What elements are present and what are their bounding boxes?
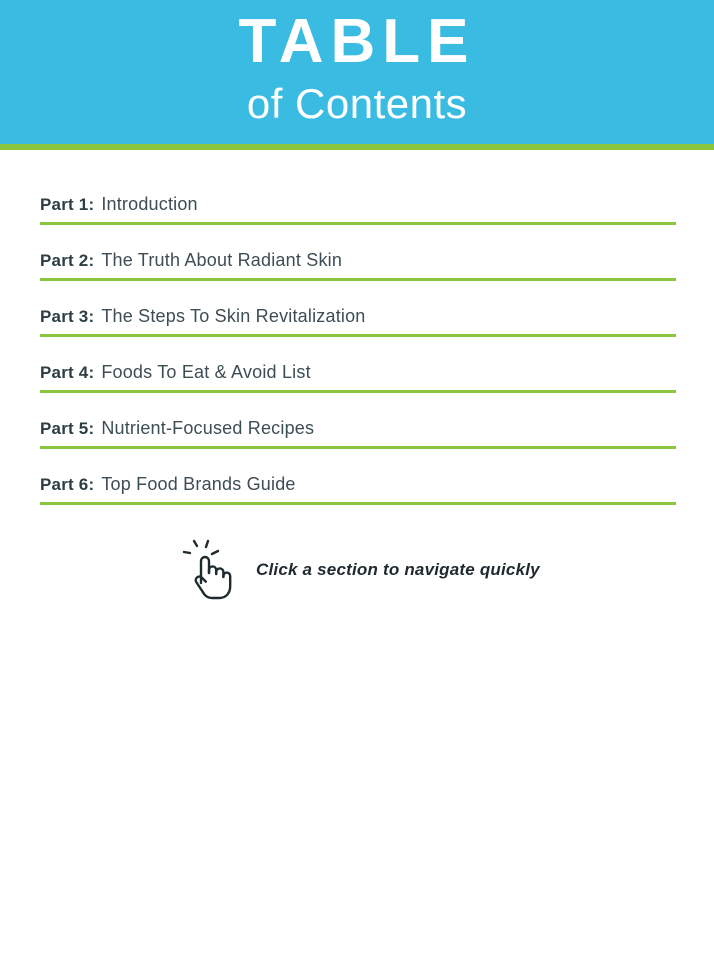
navigation-hint xyxy=(40,535,674,605)
toc-list xyxy=(0,150,714,605)
toc-part-number: Part 2: xyxy=(40,251,95,270)
toc-entry-part-4[interactable] xyxy=(40,362,676,393)
toc-entry-part-2[interactable] xyxy=(40,250,676,281)
toc-entry-line xyxy=(40,418,676,439)
toc-entry-part-5[interactable] xyxy=(40,418,676,449)
toc-entry-title: The Steps To Skin Revitalization xyxy=(101,306,366,326)
toc-entry-line xyxy=(40,306,676,327)
navigation-hint-text: Click a section to navigate quickly xyxy=(256,560,540,579)
toc-part-number: Part 3: xyxy=(40,307,95,326)
toc-entry-title: Top Food Brands Guide xyxy=(101,474,296,494)
toc-entry-line xyxy=(40,250,676,271)
click-hand-icon xyxy=(180,539,242,601)
page-title: TABLE xyxy=(238,7,476,76)
toc-entry-line xyxy=(40,194,676,215)
toc-entry-line xyxy=(40,474,676,495)
page-subtitle: of Contents xyxy=(246,80,468,127)
toc-entry-part-3[interactable] xyxy=(40,306,676,337)
toc-entry-part-6[interactable] xyxy=(40,474,676,505)
toc-part-number: Part 4: xyxy=(40,363,95,382)
toc-entry-title: Nutrient-Focused Recipes xyxy=(101,418,315,438)
toc-entry-part-1[interactable] xyxy=(40,194,676,225)
toc-entry-title: Foods To Eat & Avoid List xyxy=(101,362,311,382)
toc-entry-title: Introduction xyxy=(101,194,198,214)
page-header xyxy=(0,0,714,144)
toc-part-number: Part 1: xyxy=(40,195,95,214)
toc-entry-line xyxy=(40,362,676,383)
toc-part-number: Part 5: xyxy=(40,419,95,438)
toc-part-number: Part 6: xyxy=(40,475,95,494)
toc-entry-title: The Truth About Radiant Skin xyxy=(101,250,343,270)
